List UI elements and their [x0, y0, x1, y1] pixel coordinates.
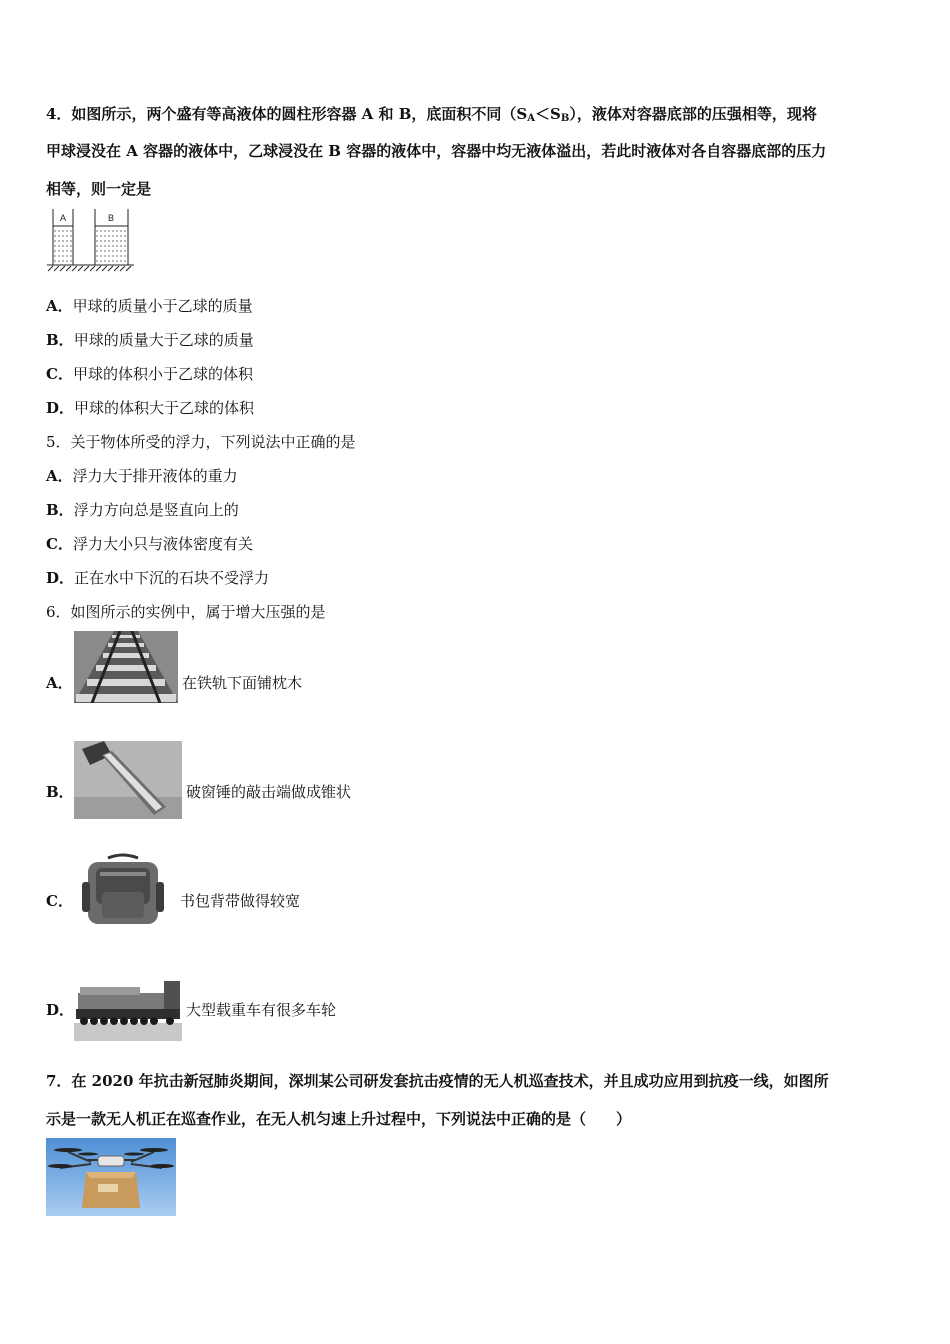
- q7-stem-line2: 示是一款无人机正在巡查作业，在无人机匀速上升过程中，下列说法中正确的是（ ）: [46, 1110, 632, 1128]
- q5-option-a: [46, 465, 238, 486]
- q6-option-c-key: C．: [46, 892, 73, 910]
- q6-option-c-text: 书包背带做得较宽: [180, 892, 301, 910]
- q4-option-text: 甲球的质量小于乙球的质量: [72, 297, 253, 315]
- q5-option-text: 浮力方向总是竖直向上的: [73, 501, 239, 519]
- q4-stem-line1-post: ），液体对容器底部的压强相等，现将: [569, 105, 817, 123]
- q5-option-key: B．: [46, 501, 74, 519]
- drone-photo: [46, 1138, 176, 1216]
- q5-option-text: 浮力大小只与液体密度有关: [72, 535, 253, 553]
- q5-option-key: A．: [46, 467, 73, 485]
- window-hammer-photo: [74, 741, 182, 819]
- q5-stem: 5．关于物体所受的浮力，下列说法中正确的是: [46, 433, 356, 451]
- q5-option-c: [46, 533, 253, 554]
- heavy-truck-photo: [74, 969, 182, 1041]
- q6-stem: 6．如图所示的实例中，属于增大压强的是: [46, 603, 326, 621]
- q4-sub-b: B: [560, 113, 570, 124]
- q4-option-text: 甲球的体积小于乙球的体积: [72, 365, 253, 383]
- q5-option-text: 正在水中下沉的石块不受浮力: [74, 569, 270, 587]
- q4-option-key: D．: [46, 399, 75, 417]
- q4-label-a: A: [59, 213, 67, 223]
- q4-label-b: B: [107, 213, 115, 223]
- q5-option-text: 浮力大于排开液体的重力: [72, 467, 238, 485]
- railway-track-photo: [74, 631, 178, 703]
- q7-stem-line1: 7．在 2020 年抗击新冠肺炎期间，深圳某公司研发套抗击疫情的无人机巡查技术，并且成功应用到抗疫一线，如图所: [46, 1072, 829, 1090]
- q6-option-b-key: B．: [46, 783, 74, 801]
- q4-stem-line3: 相等，则一定是: [46, 180, 152, 198]
- q5-option-key: D．: [46, 569, 75, 587]
- q6-option-a-text: 在铁轨下面铺枕木: [182, 674, 303, 692]
- backpack-photo: [78, 852, 168, 928]
- q4-option-text: 甲球的质量大于乙球的质量: [73, 331, 254, 349]
- q4-stem-line1-pre: 4．如图所示，两个盛有等高液体的圆柱形容器 A 和 B，底面积不同（S: [46, 105, 528, 123]
- q4-container-figure: [46, 207, 136, 273]
- q4-option-key: A．: [46, 297, 73, 315]
- q4-option-text: 甲球的体积大于乙球的体积: [74, 399, 255, 417]
- q5-option-key: C．: [46, 535, 73, 553]
- q4-lt: ＜S: [535, 105, 561, 123]
- q6-option-d-text: 大型载重车有很多车轮: [186, 1001, 337, 1019]
- q5-option-d: [46, 567, 269, 588]
- q4-stem-line2: 甲球浸没在 A 容器的液体中，乙球浸没在 B 容器的液体中，容器中均无液体溢出，若此时液体对各自容器底部的压力: [46, 142, 827, 160]
- q4-option-c: [46, 363, 253, 384]
- q4-option-d: [46, 397, 254, 418]
- q4-option-key: C．: [46, 365, 73, 383]
- q6-option-b-text: 破窗锤的敲击端做成锥状: [186, 783, 352, 801]
- q5-option-b: [46, 499, 239, 520]
- q6-option-d-key: D．: [46, 1001, 75, 1019]
- q6-option-a-key: A．: [46, 674, 73, 692]
- q4-option-key: B．: [46, 331, 74, 349]
- q4-option-a: [46, 295, 253, 316]
- q4-sub-a: A: [527, 113, 536, 124]
- q4-option-b: [46, 329, 254, 350]
- q4-stem-line1: [46, 103, 817, 124]
